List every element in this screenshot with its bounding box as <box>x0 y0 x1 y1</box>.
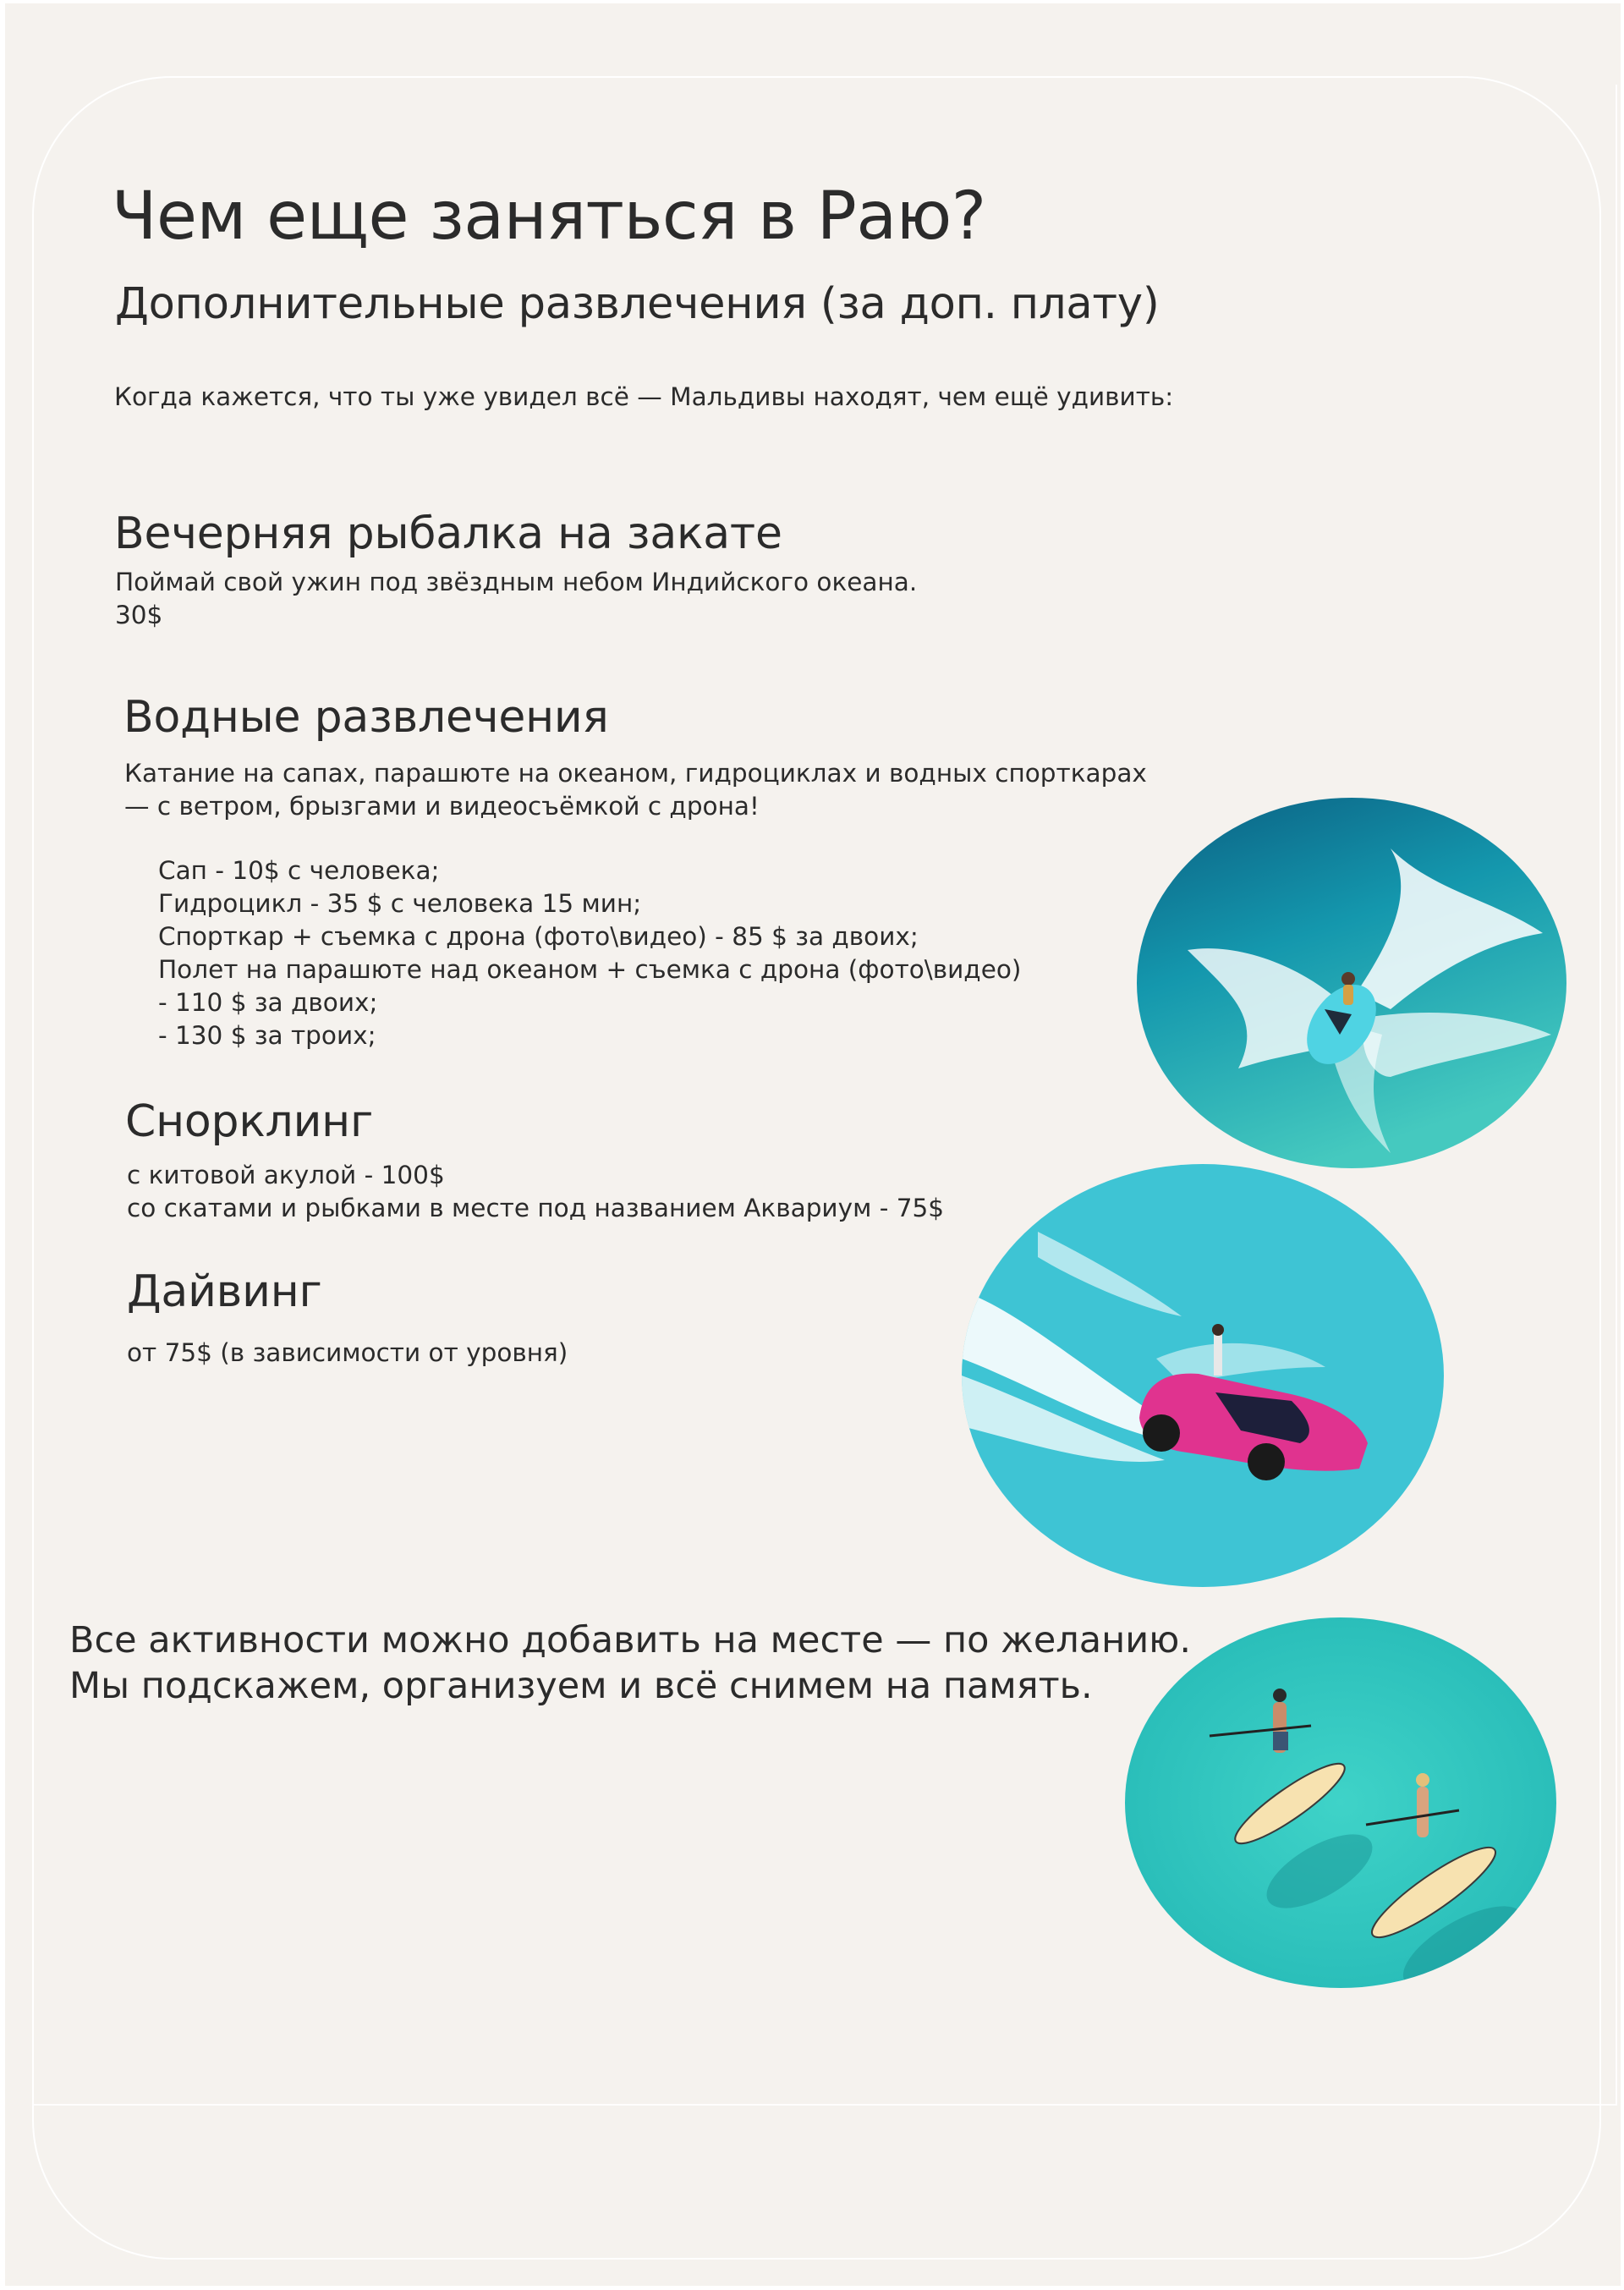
page-title: Чем еще заняться в Раю? <box>112 178 986 255</box>
closing-line: Мы подскажем, организуем и всё снимем на память. <box>69 1665 1093 1707</box>
diving-description: от 75$ (в зависимости от уровня) <box>127 1338 568 1367</box>
snorkeling-heading: Снорклинг <box>125 1096 374 1147</box>
fishing-description: Поймай свой ужин под звёздным небом Индийского океана. <box>115 568 918 596</box>
intro-text: Когда кажется, что ты уже увидел всё — Мальдивы находят, чем ещё удивить: <box>114 382 1174 411</box>
fishing-price: 30$ <box>115 601 163 629</box>
price-item-parasailing-three: - 130 $ за троих; <box>158 1021 376 1050</box>
snorkeling-item: со скатами и рыбками в месте под названием Аквариум - 75$ <box>127 1194 945 1222</box>
price-item-jetski: Гидроцикл - 35 $ с человека 15 мин; <box>158 889 642 918</box>
water-description-line: — с ветром, брызгами и видеосъёмкой с дрона! <box>124 792 760 821</box>
page-subtitle: Дополнительные развлечения (за доп. плату) <box>115 279 1160 329</box>
price-item-sup: Сап - 10$ с человека; <box>158 856 440 885</box>
fishing-heading: Вечерняя рыбалка на закате <box>114 508 782 559</box>
price-item-sportcar: Спорткар + съемка с дрона (фото\видео) - 85 $ за двоих; <box>158 922 919 951</box>
water-sportscar-photo <box>962 1164 1444 1587</box>
jet-ski-photo <box>1137 798 1566 1168</box>
water-heading: Водные развлечения <box>123 692 609 743</box>
water-description-line: Катание на сапах, парашюте на океаном, гидроциклах и водных спорткарах <box>124 759 1147 788</box>
price-item-parasailing: Полет на парашюте над океаном + съемка с дрона (фото\видео) <box>158 955 1022 984</box>
diving-heading: Дайвинг <box>127 1266 322 1317</box>
closing-line: Все активности можно добавить на месте — по желанию. <box>69 1619 1192 1661</box>
sup-boarding-photo <box>1125 1617 1556 1988</box>
price-item-parasailing-two: - 110 $ за двоих; <box>158 988 378 1017</box>
snorkeling-item: с китовой акулой - 100$ <box>127 1161 445 1189</box>
